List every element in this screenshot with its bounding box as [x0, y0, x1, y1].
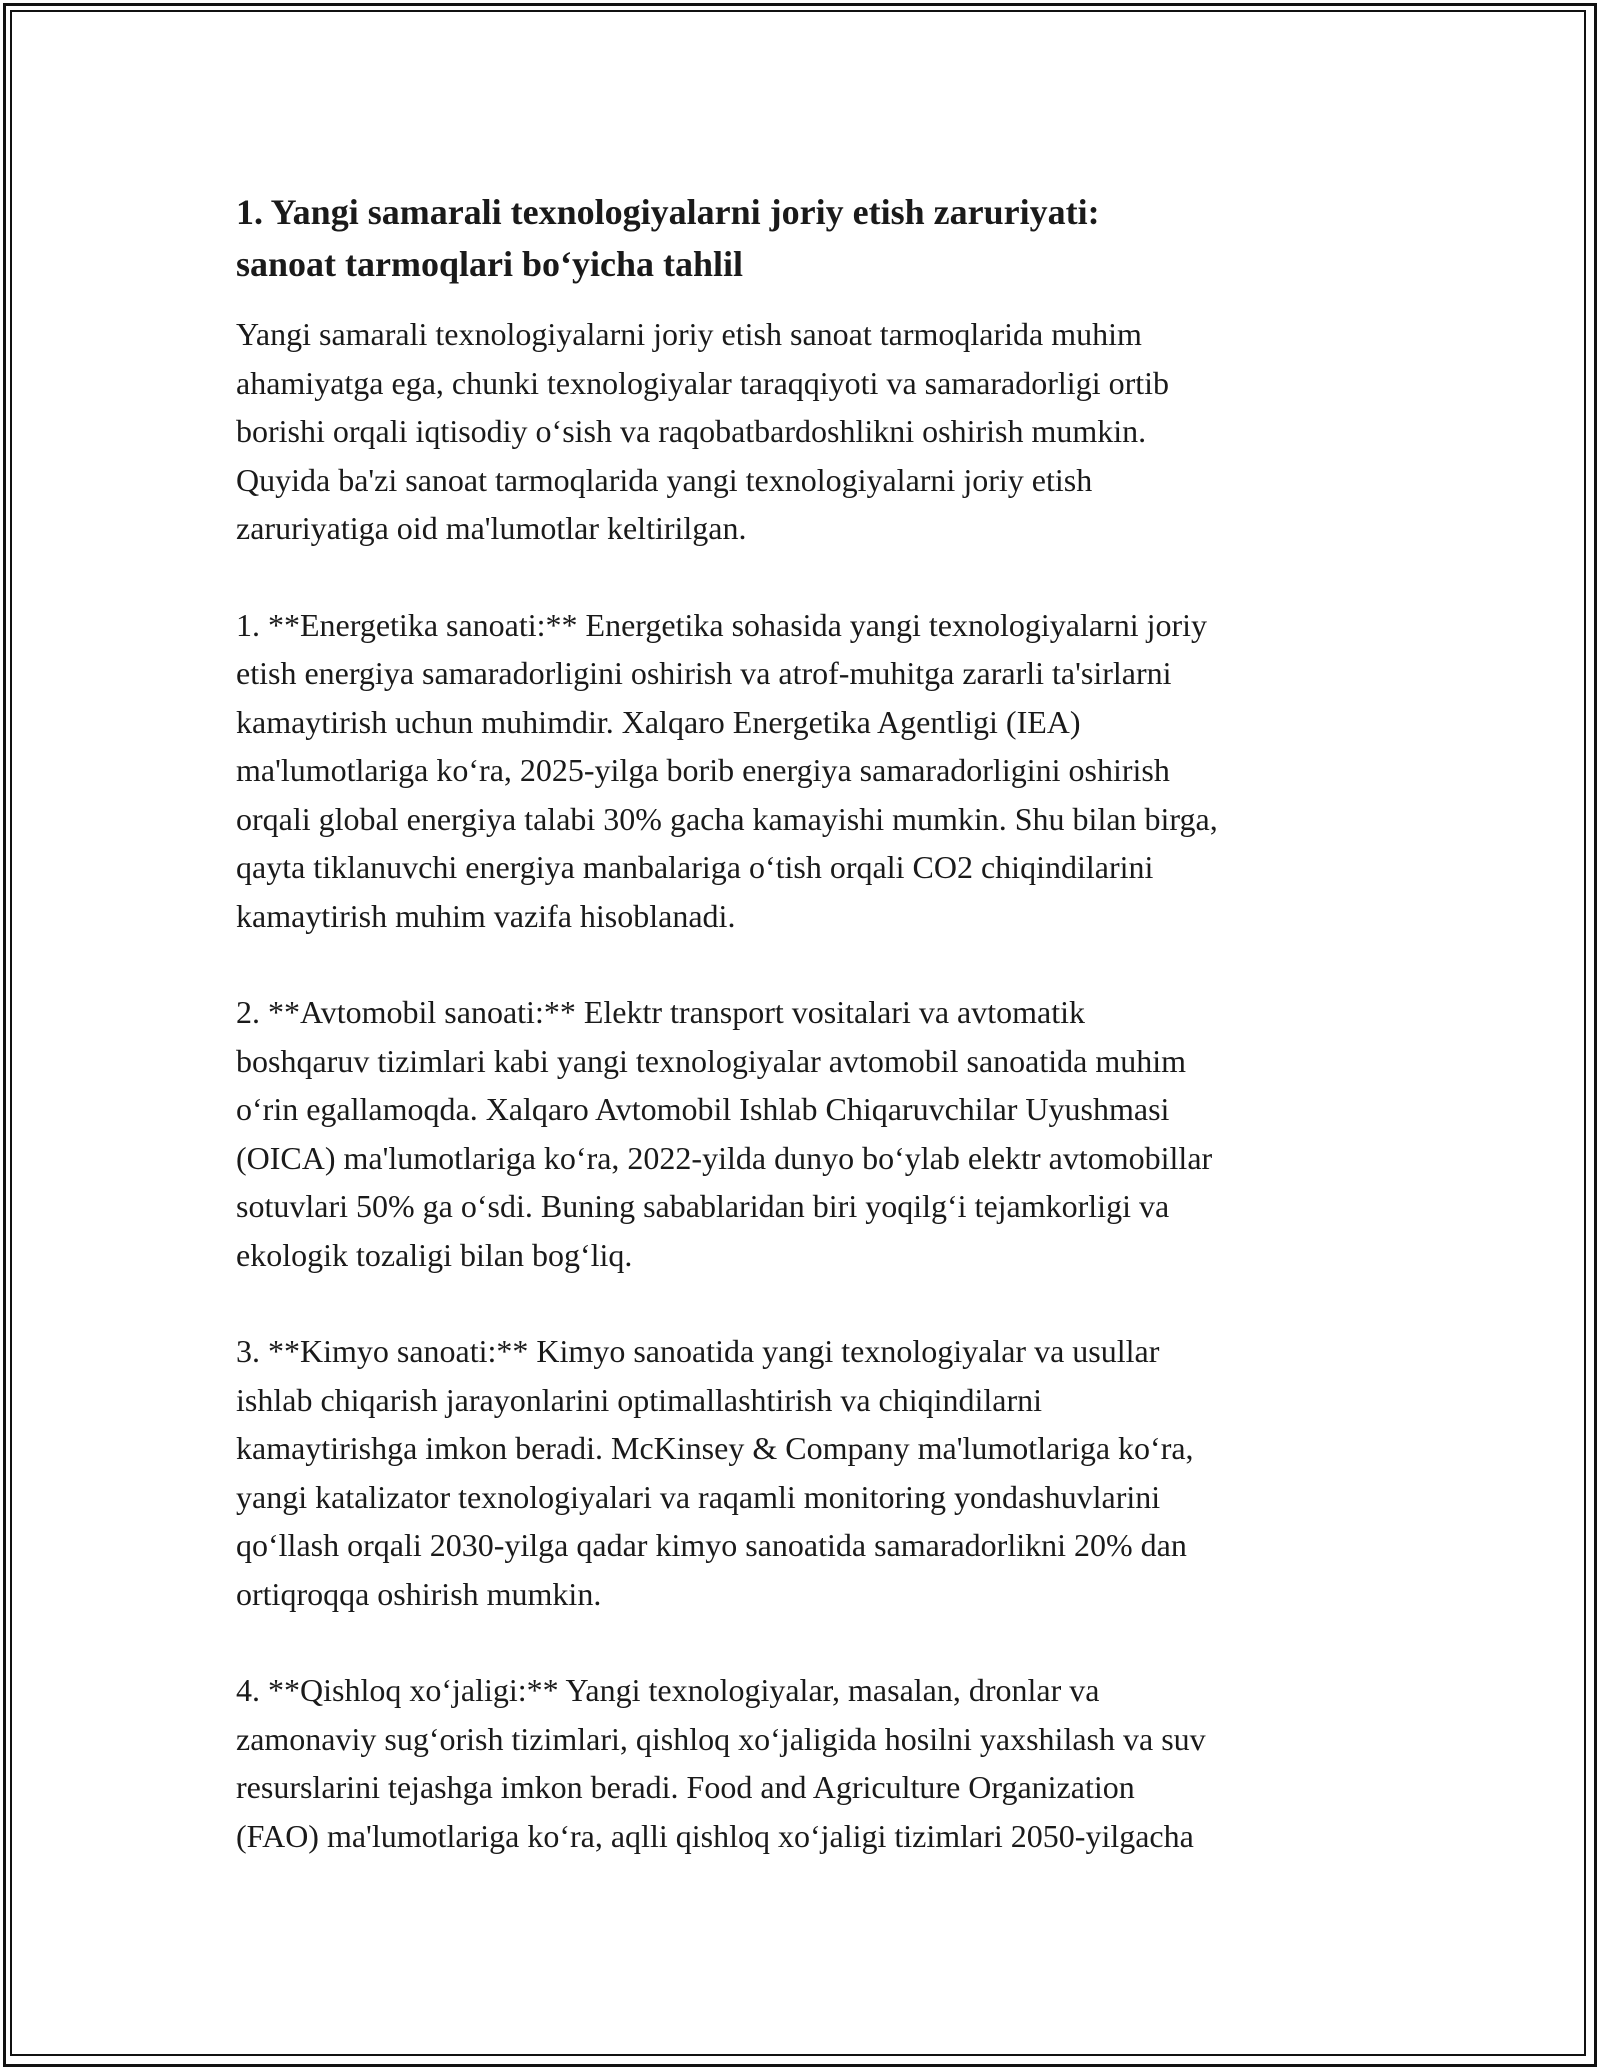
- paragraph-line: ahamiyatga ega, chunki texnologiyalar taraqqiyoti va samaradorligi ortib: [236, 364, 1170, 401]
- paragraph-line: etish energiya samaradorligini oshirish va atrof-muhitga zararli ta'sirlarni: [236, 655, 1172, 691]
- paragraph-line: zamonaviy sug‘orish tizimlari, qishloq xo‘jaligida hosilni yaxshilash va suv: [236, 1720, 1206, 1757]
- paragraph-line: yangi katalizator texnologiyalari va raqamli monitoring yondashuvlarini: [236, 1478, 1161, 1515]
- paragraph-line: kamaytirishga imkon beradi. McKinsey & Company ma'lumotlariga ko‘ra,: [236, 1430, 1194, 1466]
- paragraph-line: Yangi samarali texnologiyalarni joriy etish sanoat tarmoqlarida muhim: [236, 316, 1142, 352]
- paragraph-line: (FAO) ma'lumotlariga ko‘ra, aqlli qishloq xo‘jaligi tizimlari 2050-yilgacha: [236, 1817, 1194, 1854]
- agriculture-paragraph: [236, 1666, 1376, 1860]
- paragraph-line: kamaytirish muhim vazifa hisoblanadi.: [236, 897, 736, 934]
- paragraph-line: ma'lumotlariga ko‘ra, 2025-yilga borib energiya samaradorligini oshirish: [236, 752, 1170, 788]
- paragraph-line: 4. **Qishloq xo‘jaligi:** Yangi texnologiyalar, masalan, dronlar va: [236, 1672, 1100, 1708]
- heading-line: sanoat tarmoqlari bo‘yicha tahlil: [236, 244, 744, 284]
- paragraph-line: ishlab chiqarish jarayonlarini optimallashtirish va chiqindilarni: [236, 1381, 1043, 1418]
- paragraph-line: zaruriyatiga oid ma'lumotlar keltirilgan.: [236, 510, 747, 546]
- section-heading: [236, 186, 1376, 290]
- paragraph-line: ortiqroqqa oshirish mumkin.: [236, 1575, 602, 1612]
- paragraph-line: Quyida ba'zi sanoat tarmoqlarida yangi texnologiyalarni joriy etish: [236, 461, 1093, 498]
- chemical-industry-paragraph: [236, 1327, 1376, 1618]
- paragraph-line: ekologik tozaligi bilan bog‘liq.: [236, 1236, 633, 1273]
- paragraph-line: resurslarini tejashga imkon beradi. Food and Agriculture Organization: [236, 1769, 1135, 1805]
- paragraph-line: qo‘llash orqali 2030-yilga qadar kimyo sanoatida samaradorlikni 20% dan: [236, 1527, 1187, 1563]
- paragraph-line: 2. **Avtomobil sanoati:** Elektr transport vositalari va avtomatik: [236, 994, 1086, 1030]
- paragraph-line: sotuvlari 50% ga o‘sdi. Buning sabablaridan biri yoqilg‘i tejamkorligi va: [236, 1188, 1170, 1224]
- paragraph-line: o‘rin egallamoqda. Xalqaro Avtomobil Ishlab Chiqaruvchilar Uyushmasi: [236, 1091, 1170, 1127]
- paragraph-line: qayta tiklanuvchi energiya manbalariga o‘tish orqali CO2 chiqindilarini: [236, 849, 1154, 885]
- paragraph-line: borishi orqali iqtisodiy o‘sish va raqobatbardoshlikni oshirish mumkin.: [236, 413, 1147, 449]
- intro-paragraph: [236, 310, 1376, 553]
- paragraph-line: 3. **Kimyo sanoati:** Kimyo sanoatida yangi texnologiyalar va usullar: [236, 1333, 1160, 1369]
- energy-industry-paragraph: [236, 601, 1376, 941]
- heading-line: 1. Yangi samarali texnologiyalarni joriy etish zaruriyati:: [236, 192, 1100, 232]
- automotive-industry-paragraph: [236, 988, 1376, 1279]
- paragraph-line: boshqaruv tizimlari kabi yangi texnologiyalar avtomobil sanoatida muhim: [236, 1042, 1187, 1079]
- paragraph-line: kamaytirish uchun muhimdir. Xalqaro Energetika Agentligi (IEA): [236, 703, 1081, 740]
- paragraph-line: (OICA) ma'lumotlariga ko‘ra, 2022-yilda dunyo bo‘ylab elektr avtomobillar: [236, 1139, 1213, 1176]
- paragraph-line: orqali global energiya talabi 30% gacha kamayishi mumkin. Shu bilan birga,: [236, 800, 1218, 837]
- document-body: [236, 186, 1376, 1908]
- paragraph-line: 1. **Energetika sanoati:** Energetika sohasida yangi texnologiyalarni joriy: [236, 606, 1208, 643]
